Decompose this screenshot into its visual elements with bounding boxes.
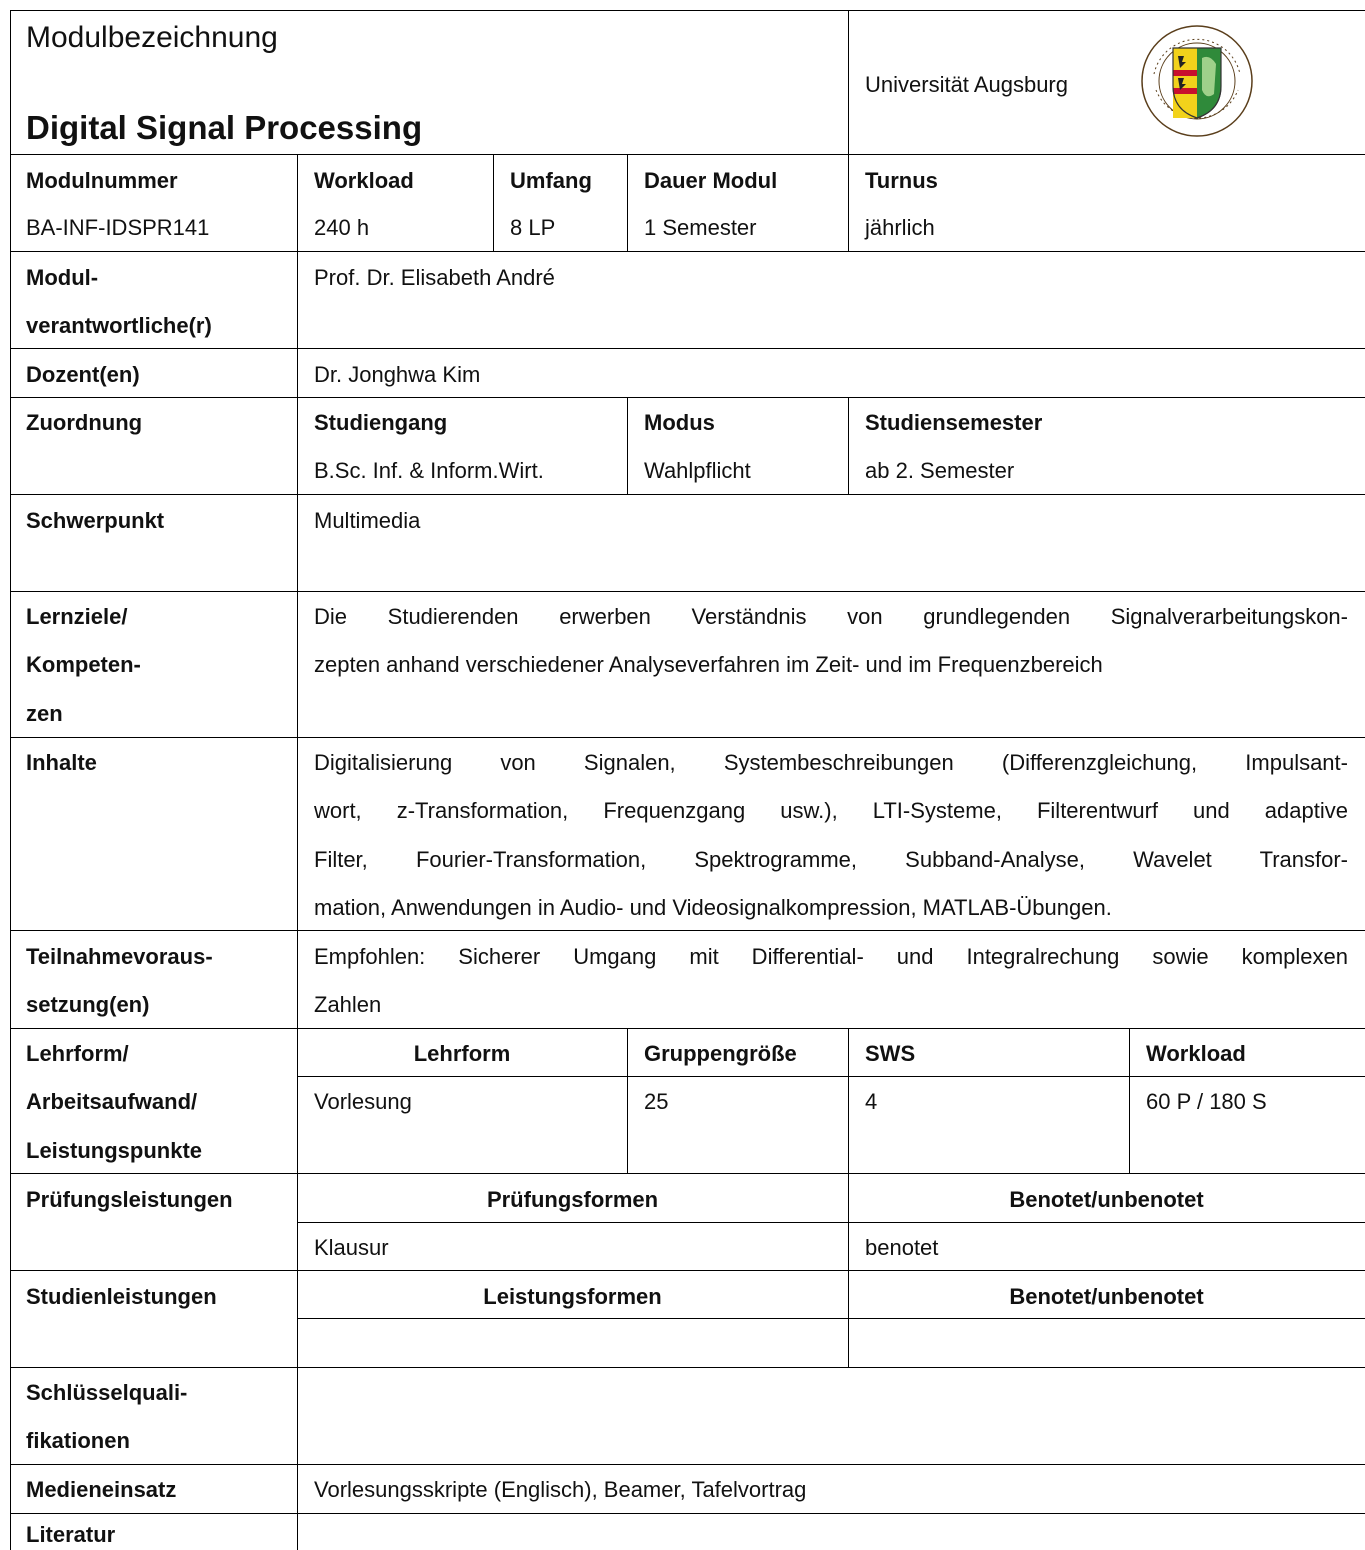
- rule: [627, 154, 628, 251]
- medien-label: Medieneinsatz: [26, 1477, 177, 1502]
- schwerpunkt-value: Multimedia: [314, 508, 421, 533]
- rule: [297, 1222, 1365, 1223]
- rule: [297, 154, 298, 1550]
- dozent-label: Dozent(en): [26, 362, 140, 387]
- rule: [10, 1173, 1365, 1174]
- dozent-value: Dr. Jonghwa Kim: [314, 362, 481, 387]
- leistungsformen-column-header: Leistungsformen: [483, 1284, 662, 1309]
- turnus-value: jährlich: [865, 215, 935, 240]
- studiensemester-value: ab 2. Semester: [865, 458, 1015, 483]
- lehrform-label-1: Lehrform/: [26, 1041, 129, 1066]
- rule: [10, 1513, 1365, 1514]
- verantwortliche-label-1: Modul-: [26, 265, 99, 290]
- frame-left: [10, 10, 11, 1550]
- modulnummer-label: Modulnummer: [26, 168, 178, 193]
- rule: [10, 348, 1365, 349]
- studienleistungen-label: Studienleistungen: [26, 1284, 217, 1309]
- verantwortliche-label-2: verantwortliche(r): [26, 313, 212, 338]
- modus-value: Wahlpflicht: [644, 458, 751, 483]
- modulnummer-value: BA-INF-IDSPR141: [26, 215, 210, 240]
- studiengang-label: Studiengang: [314, 410, 448, 435]
- turnus-label: Turnus: [865, 168, 938, 193]
- rule: [848, 397, 849, 494]
- literatur-label: Literatur: [26, 1522, 116, 1547]
- workload-label: Workload: [314, 168, 414, 193]
- gruppengroesse-cell: 25: [644, 1089, 669, 1114]
- inhalte-text-line: mation, Anwendungen in Audio- und Videosignalkompression, MATLAB-Übungen.: [314, 895, 1112, 920]
- rule: [1129, 1028, 1130, 1173]
- studienleistungen-benotet-column-header: Benotet/unbenotet: [1009, 1284, 1204, 1309]
- umfang-label: Umfang: [510, 168, 592, 193]
- pruefung-benotet-column-header: Benotet/unbenotet: [1009, 1187, 1204, 1212]
- rule: [10, 930, 1365, 931]
- voraussetzung-label-1: Teilnahmevoraus-: [26, 944, 213, 969]
- schluessel-label-1: Schlüsselquali-: [26, 1380, 188, 1405]
- gruppengroesse-column-header: Gruppengröße: [644, 1041, 797, 1066]
- rule: [10, 1028, 1365, 1029]
- rule: [10, 1464, 1365, 1465]
- workload-cell: 60 P / 180 S: [1146, 1089, 1267, 1114]
- rule: [627, 1028, 628, 1173]
- rule: [10, 494, 1365, 495]
- rule: [297, 1076, 1365, 1077]
- sws-column-header: SWS: [865, 1041, 916, 1066]
- lernziele-label-3: zen: [26, 701, 63, 726]
- lernziele-text-line: Die Studierenden erwerben Verständnis von grundlegenden Signalverarbeitungskon-: [314, 604, 1348, 629]
- schluessel-label-2: fikationen: [26, 1428, 130, 1453]
- lernziele-label-1: Lernziele/: [26, 604, 128, 629]
- rule: [848, 154, 849, 251]
- rule: [848, 1028, 849, 1173]
- inhalte-label: Inhalte: [26, 750, 97, 775]
- voraussetzung-label-2: setzung(en): [26, 992, 150, 1017]
- lernziele-text-line: zepten anhand verschiedener Analyseverfahren im Zeit- und im Frequenzbereich: [314, 652, 1103, 677]
- rule: [10, 591, 1365, 592]
- inhalte-text-line: Filter, Fourier-Transformation, Spektrogramme, Subband-Analyse, Wavelet Transfor-: [314, 847, 1348, 872]
- rule: [297, 1318, 1365, 1319]
- rule: [627, 397, 628, 494]
- rule: [10, 1367, 1365, 1368]
- dauer-label: Dauer Modul: [644, 168, 778, 193]
- verantwortliche-value: Prof. Dr. Elisabeth André: [314, 265, 555, 290]
- rule: [10, 251, 1365, 252]
- sws-cell: 4: [865, 1089, 878, 1114]
- rule: [10, 737, 1365, 738]
- studiengang-value: B.Sc. Inf. & Inform.Wirt.: [314, 458, 544, 483]
- lernziele-label-2: Kompeten-: [26, 652, 141, 677]
- rule: [10, 1270, 1365, 1271]
- lehrform-label-3: Leistungspunkte: [26, 1138, 203, 1163]
- rule: [10, 154, 1365, 155]
- rule: [493, 154, 494, 251]
- workload-column-header: Workload: [1146, 1041, 1246, 1066]
- modus-label: Modus: [644, 410, 715, 435]
- medien-value: Vorlesungsskripte (Englisch), Beamer, Tafelvortrag: [314, 1477, 807, 1502]
- pruefungsformen-column-header: Prüfungsformen: [486, 1187, 659, 1212]
- university-seal-icon: [1140, 24, 1254, 138]
- module-label: Modulbezeichnung: [26, 21, 278, 54]
- frame-top: [10, 10, 1365, 11]
- rule: [848, 10, 849, 154]
- lehrform-cell: Vorlesung: [314, 1089, 412, 1114]
- voraussetzung-text-line: Zahlen: [314, 992, 382, 1017]
- studiensemester-label: Studiensemester: [865, 410, 1043, 435]
- inhalte-text-line: Digitalisierung von Signalen, Systembeschreibungen (Differenzgleichung, Impulsant-: [314, 750, 1348, 775]
- workload-value: 240 h: [314, 215, 370, 240]
- inhalte-text-line: wort, z-Transformation, Frequenzgang usw.), LTI-Systeme, Filterentwurf und adaptive: [314, 798, 1348, 823]
- umfang-value: 8 LP: [510, 215, 556, 240]
- page-title: Digital Signal Processing: [26, 109, 423, 146]
- university-name: Universität Augsburg: [865, 72, 1068, 97]
- lehrform-column-header: Lehrform: [413, 1041, 511, 1066]
- dauer-value: 1 Semester: [644, 215, 757, 240]
- schwerpunkt-label: Schwerpunkt: [26, 508, 165, 533]
- pruefung-benotet-cell: benotet: [865, 1235, 939, 1260]
- zuordnung-label: Zuordnung: [26, 410, 143, 435]
- rule: [10, 397, 1365, 398]
- pruefung-label: Prüfungsleistungen: [26, 1187, 233, 1212]
- lehrform-label-2: Arbeitsaufwand/: [26, 1089, 198, 1114]
- pruefungsform-cell: Klausur: [314, 1235, 389, 1260]
- voraussetzung-text-line: Empfohlen: Sicherer Umgang mit Differential- und Integralrechung sowie komplexen: [314, 944, 1348, 969]
